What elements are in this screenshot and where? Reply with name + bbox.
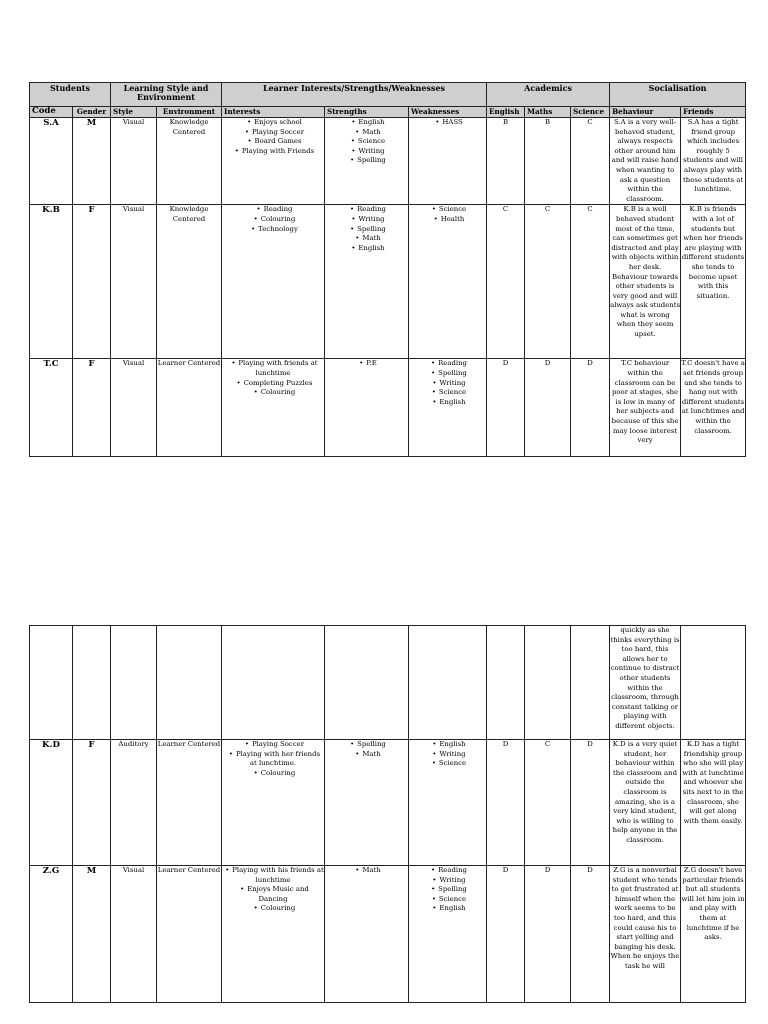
interests-list (222, 205, 325, 359)
bullet-list (409, 740, 486, 769)
empty-cell (73, 626, 111, 740)
bullet-icon: • (351, 118, 356, 126)
list-item (409, 215, 486, 225)
bullet-icon: • (432, 740, 437, 748)
weaknesses-list (409, 118, 487, 205)
list-item-text: HASS (442, 118, 463, 126)
empty-cell (111, 626, 157, 740)
list-item-text: Reading (438, 359, 467, 368)
strengths-list (325, 205, 409, 359)
list-item (325, 147, 408, 157)
list-item (325, 137, 408, 147)
list-item-text: Colouring (260, 214, 296, 223)
bullet-icon: • (228, 749, 233, 758)
science-grade: D (571, 359, 610, 457)
english-grade: D (487, 866, 525, 1003)
list-item-text: Completing Puzzles (243, 378, 313, 387)
empty-cell (409, 626, 487, 740)
list-item-text: Reading (357, 205, 386, 214)
behaviour-notes (610, 866, 681, 1003)
list-item (325, 225, 408, 235)
learning-environment: Learner Centered (157, 740, 222, 866)
list-item (325, 244, 408, 254)
friends-notes: K.D has a tight friendship group who she will play with at lunchtime and whoever she sits next to in the classroom, she will get along with them easily. (681, 740, 746, 866)
bullet-list (325, 740, 408, 759)
bullet-icon: • (234, 146, 239, 155)
student-code: K.B (30, 205, 73, 359)
bullet-icon: • (355, 866, 360, 874)
list-item-text: Science (357, 137, 386, 146)
bullet-icon: • (256, 205, 261, 214)
science-grade: C (571, 118, 610, 205)
list-item-text: Colouring (260, 388, 296, 397)
bullet-icon: • (247, 137, 252, 146)
list-item (222, 388, 324, 398)
bullet-icon: • (251, 224, 256, 233)
friends-notes: T.C doesn't have a set friends group and she tends to hang out with different students at lunchtimes and within the classroom. (681, 359, 746, 457)
bullet-icon: • (225, 866, 230, 874)
weaknesses-list (409, 205, 487, 359)
student-code: Z.G (30, 866, 73, 1003)
list-item-text: Enjoys school (254, 118, 302, 126)
list-item (222, 885, 324, 904)
list-item-text: Math (362, 127, 381, 136)
bullet-icon: • (355, 127, 360, 136)
empty-cell (222, 626, 325, 740)
behaviour-notes: K.B is a well behaved student most of the time, can sometimes get distracted and play with objects within her desk. Behaviour towards other students is very good and will always ask students what is wrong when they seem upset. (610, 205, 681, 359)
continuation-row (30, 626, 746, 740)
list-item-text: Playing with Friends (241, 146, 315, 155)
empty-cell (571, 626, 610, 740)
behaviour-notes-text: T.C behaviour within the classroom can be poor at stages, she is low in many of her subjects and because of this she may loose interest very (611, 359, 679, 445)
bullet-icon: • (244, 740, 249, 748)
learning-style: Visual (111, 359, 157, 457)
bullet-icon: • (350, 740, 355, 748)
bullet-list (325, 205, 408, 253)
list-item (222, 205, 324, 215)
bullet-list (222, 205, 324, 234)
bullet-list (325, 866, 408, 876)
list-item (409, 379, 486, 389)
list-item-text: Playing with friends at lunchtime (238, 359, 318, 377)
list-item (325, 156, 408, 166)
list-item-text: P.E (366, 359, 377, 368)
learning-environment: Learner Centered (157, 359, 222, 457)
list-item (409, 740, 486, 750)
list-item-text: Colouring (260, 904, 296, 913)
list-item (325, 750, 408, 760)
learning-environment: Knowledge Centered (157, 205, 222, 359)
list-item-text: Science (438, 894, 467, 903)
list-item (325, 205, 408, 215)
column-header-gender: Gender (73, 107, 111, 118)
empty-cell (681, 626, 746, 740)
group-header-students: Students (30, 83, 111, 107)
list-item (325, 215, 408, 225)
list-item-text: Spelling (438, 368, 467, 377)
student-gender: M (73, 866, 111, 1003)
bullet-icon: • (431, 894, 436, 903)
list-item (409, 885, 486, 895)
list-item (325, 866, 408, 876)
maths-grade: C (525, 205, 571, 359)
learning-environment: Learner Centered (157, 866, 222, 1003)
student-code: K.D (30, 740, 73, 866)
list-item (222, 740, 324, 750)
list-item (409, 759, 486, 769)
list-item-text: Spelling (357, 740, 386, 748)
maths-grade: D (525, 359, 571, 457)
table-row (30, 866, 746, 1003)
list-item-text: Playing Soccer (251, 127, 305, 136)
list-item (222, 137, 324, 147)
bullet-icon: • (350, 137, 355, 146)
group-header-row (30, 83, 746, 107)
list-item (325, 359, 408, 369)
bullet-icon: • (253, 768, 258, 777)
list-item-text: Writing (439, 875, 466, 884)
student-code: S.A (30, 118, 73, 205)
list-item-text: Board Games (254, 137, 302, 146)
list-item-text: Playing with her friends at lunchtime. (235, 749, 321, 768)
bullet-icon: • (351, 243, 356, 252)
interests-list (222, 359, 325, 457)
list-item-text: Playing with his friends at lunchtime (232, 866, 324, 884)
bullet-list (409, 118, 486, 128)
friends-notes: S.A has a tight friend group which includes roughly 5 students and will always play with these students at lunchtime. (681, 118, 746, 205)
bullet-icon: • (431, 359, 436, 368)
list-item (409, 359, 486, 369)
empty-cell (30, 626, 73, 740)
list-item (222, 359, 324, 378)
bullet-list (325, 118, 408, 166)
bullet-list (222, 118, 324, 156)
list-item (409, 205, 486, 215)
column-header-row (30, 107, 746, 118)
strengths-list (325, 866, 409, 1003)
empty-cell (525, 626, 571, 740)
list-item-text: Science (438, 205, 467, 214)
list-item (222, 904, 324, 914)
bullet-icon: • (431, 759, 436, 768)
list-item-text: English (439, 397, 466, 406)
interests-list (222, 866, 325, 1003)
list-item (222, 866, 324, 885)
list-item-text: Playing Soccer (251, 740, 305, 748)
science-grade: C (571, 205, 610, 359)
maths-grade: C (525, 740, 571, 866)
list-item-text: Reading (263, 205, 293, 214)
table-row (30, 205, 746, 359)
maths-grade: D (525, 866, 571, 1003)
list-item (409, 876, 486, 886)
bullet-icon: • (253, 388, 258, 397)
bullet-icon: • (244, 127, 249, 136)
student-code: T.C (30, 359, 73, 457)
bullet-icon: • (240, 885, 245, 894)
english-grade: D (487, 740, 525, 866)
behaviour-notes-continued: quickly as she thinks everything is too hard, this allows her to continue to distract other students within the classroom, through constant talking or playing with different objects. (610, 626, 681, 740)
list-item-text: Writing (439, 749, 466, 758)
behaviour-notes-text: Z.G is a nonverbal student who tends to get frustrated at himself when the work seems to be too hard, and this could cause his to start yelling and banging his desk. When he enjoys the task he will (610, 866, 680, 970)
bullet-icon: • (433, 214, 438, 223)
bullet-list (222, 740, 324, 778)
bullet-icon: • (247, 118, 252, 126)
learning-style: Visual (111, 866, 157, 1003)
strengths-list (325, 740, 409, 866)
student-gender: F (73, 205, 111, 359)
group-header-academics: Academics (487, 83, 610, 107)
list-item (409, 895, 486, 905)
list-item-text: Spelling (357, 156, 386, 165)
bullet-icon: • (432, 397, 437, 406)
strengths-list (325, 359, 409, 457)
student-profile-table-page-2 (29, 625, 746, 1003)
bullet-icon: • (432, 904, 437, 913)
table-row (30, 740, 746, 866)
column-header-environment: Environment (157, 107, 222, 118)
list-item-text: English (439, 740, 466, 748)
list-item-text: English (358, 118, 385, 126)
student-gender: F (73, 359, 111, 457)
bullet-icon: • (431, 885, 436, 894)
bullet-icon: • (351, 214, 356, 223)
weaknesses-list (409, 359, 487, 457)
list-item (409, 118, 486, 128)
list-item (222, 118, 324, 128)
list-item (325, 740, 408, 750)
bullet-icon: • (350, 224, 355, 233)
bullet-icon: • (431, 368, 436, 377)
table-row (30, 118, 746, 205)
list-item (222, 215, 324, 225)
bullet-icon: • (431, 388, 436, 397)
list-item-text: Math (362, 234, 381, 243)
bullet-list (409, 205, 486, 224)
behaviour-notes (610, 359, 681, 457)
empty-cell (157, 626, 222, 740)
list-item-text: Science (438, 388, 467, 397)
english-grade: D (487, 359, 525, 457)
list-item (409, 750, 486, 760)
strengths-list (325, 118, 409, 205)
column-header-science: Science (571, 107, 610, 118)
interests-list (222, 118, 325, 205)
science-grade: D (571, 740, 610, 866)
list-item-text: Math (362, 749, 381, 758)
learning-environment: Knowledge Centered (157, 118, 222, 205)
maths-grade: B (525, 118, 571, 205)
list-item (409, 388, 486, 398)
bullet-icon: • (355, 749, 360, 758)
behaviour-notes: S.A is a very well-behaved student, always respects other around him and will raise hand when wanting to ask a question within the classroom. (610, 118, 681, 205)
list-item-text: Enjoys Music and Dancing (247, 885, 309, 903)
bullet-list (222, 359, 324, 397)
column-header-code: Code (30, 107, 73, 118)
bullet-icon: • (432, 875, 437, 884)
friends-notes: K.B is friends with a lot of students but when her friends are playing with different students she tends to become upset with this situation. (681, 205, 746, 359)
bullet-icon: • (359, 359, 364, 368)
english-grade: C (487, 205, 525, 359)
bullet-icon: • (435, 118, 440, 126)
column-header-friends: Friends (681, 107, 746, 118)
list-item-text: Writing (439, 378, 466, 387)
bullet-icon: • (253, 904, 258, 913)
column-header-maths: Maths (525, 107, 571, 118)
student-profile-table-page-1 (29, 82, 746, 457)
bullet-icon: • (231, 359, 236, 368)
column-header-strengths: Strengths (325, 107, 409, 118)
bullet-list (409, 866, 486, 914)
bullet-icon: • (431, 205, 436, 214)
list-item (325, 118, 408, 128)
list-item (222, 750, 324, 769)
bullet-icon: • (253, 214, 258, 223)
group-header-learning-style: Learning Style and Environment (111, 83, 222, 107)
list-item-text: Writing (358, 146, 385, 155)
learning-style: Auditory (111, 740, 157, 866)
list-item-text: Colouring (260, 768, 296, 777)
bullet-icon: • (432, 749, 437, 758)
list-item (409, 904, 486, 914)
bullet-icon: • (350, 156, 355, 165)
science-grade: D (571, 866, 610, 1003)
column-header-weaknesses: Weaknesses (409, 107, 487, 118)
list-item-text: Reading (438, 866, 467, 874)
list-item (325, 234, 408, 244)
english-grade: B (487, 118, 525, 205)
learning-style: Visual (111, 205, 157, 359)
table-row (30, 359, 746, 457)
group-header-socialisation: Socialisation (610, 83, 746, 107)
bullet-icon: • (351, 146, 356, 155)
list-item-text: Writing (358, 214, 385, 223)
list-item (222, 225, 324, 235)
bullet-list (325, 359, 408, 369)
list-item (222, 769, 324, 779)
weaknesses-list (409, 740, 487, 866)
bullet-icon: • (432, 378, 437, 387)
weaknesses-list (409, 866, 487, 1003)
bullet-icon: • (431, 866, 436, 874)
group-header-interests: Learner Interests/Strengths/Weaknesses (222, 83, 487, 107)
column-header-interests: Interests (222, 107, 325, 118)
list-item-text: Spelling (357, 224, 386, 233)
list-item-text: Math (362, 866, 381, 874)
list-item-text: English (439, 904, 466, 913)
bullet-list (222, 866, 324, 914)
bullet-icon: • (236, 378, 241, 387)
list-item (409, 398, 486, 408)
student-gender: F (73, 740, 111, 866)
column-header-behaviour: Behaviour (610, 107, 681, 118)
list-item (222, 128, 324, 138)
list-item (409, 866, 486, 876)
interests-list (222, 740, 325, 866)
student-gender: M (73, 118, 111, 205)
bullet-icon: • (355, 234, 360, 243)
bullet-icon: • (350, 205, 355, 214)
list-item (222, 379, 324, 389)
list-item-text: English (358, 243, 385, 252)
list-item-text: Science (438, 759, 467, 768)
bullet-list (409, 359, 486, 407)
list-item (409, 369, 486, 379)
list-item-text: Technology (258, 224, 298, 233)
column-header-english: English (487, 107, 525, 118)
list-item-text: Health (440, 214, 465, 223)
empty-cell (487, 626, 525, 740)
list-item-text: Spelling (438, 885, 467, 894)
friends-notes: Z.G doesn't have particular friends but all students will let him join in and play with them at lunchtime if he asks. (681, 866, 746, 1003)
empty-cell (325, 626, 409, 740)
learning-style: Visual (111, 118, 157, 205)
list-item (222, 147, 324, 157)
column-header-style: Style (111, 107, 157, 118)
behaviour-notes: K.D is a very quiet student, her behaviour within the classroom and outside the classroom is amazing, she is a very kind student, who is willing to help anyone in the classroom. (610, 740, 681, 866)
list-item (325, 128, 408, 138)
